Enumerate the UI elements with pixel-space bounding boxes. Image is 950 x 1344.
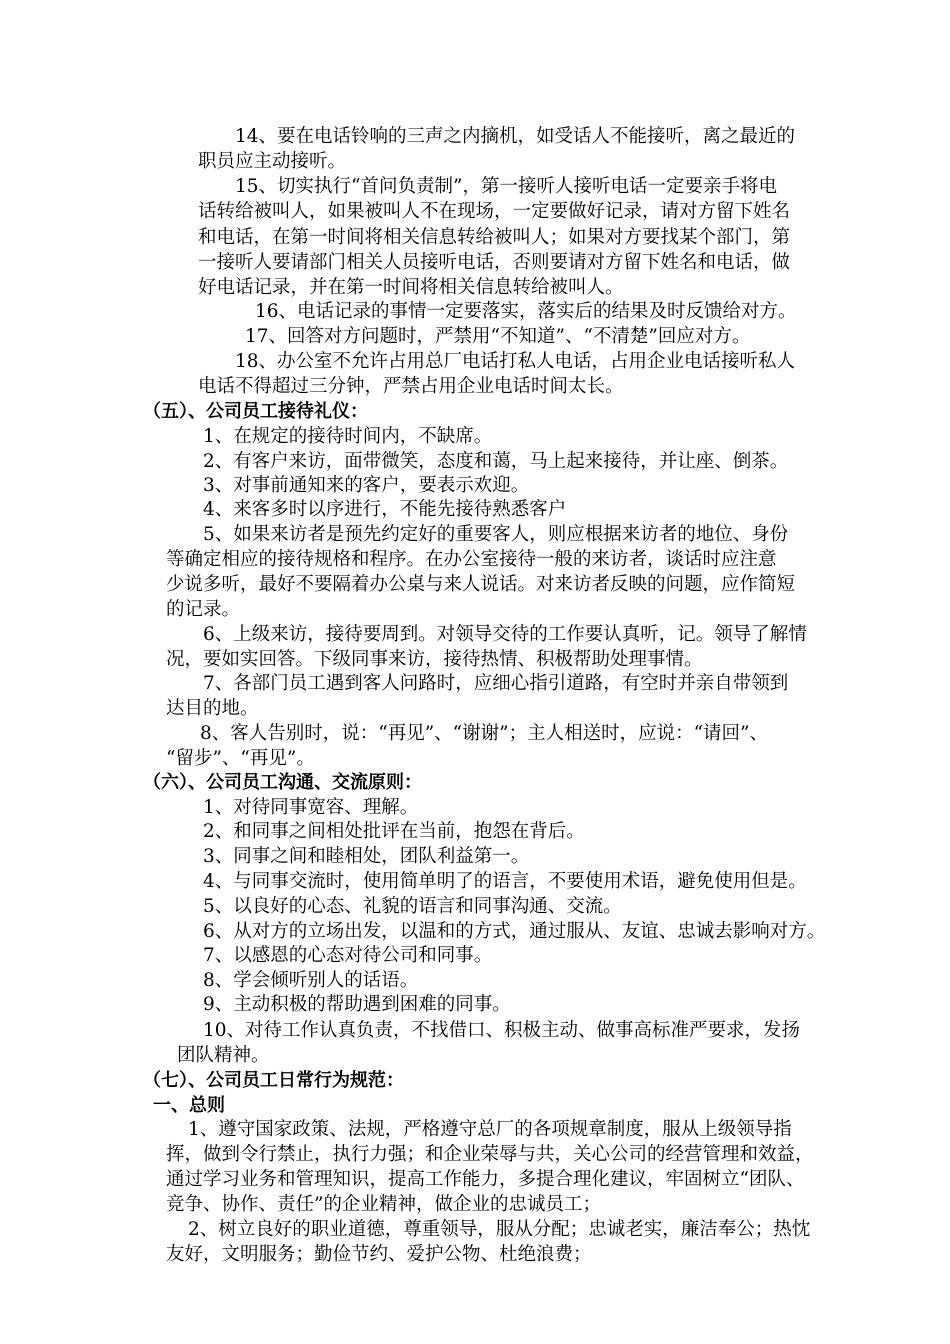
communication-item: 9、主动积极的帮助遇到困难的同事。 [203,994,511,1015]
section-heading-communication: （六）、公司员工沟通、交流原则： [143,772,422,793]
paragraph-17: 17、回答对方问题时，严禁用“不知道”、“不清楚”回应对方。 [245,326,751,347]
paragraph-18-cont: 电话不得超过三分钟，严禁占用企业电话时间太长。 [198,376,624,397]
reception-item-cont: “留步”、“再见”。 [166,748,315,769]
reception-item: 5、如果来访者是预先约定好的重要客人，则应根据来访者的地位、身份 [203,524,789,545]
reception-item: 7、各部门员工遇到客人问路时，应细心指引道路，有空时并亲自带领到 [203,673,789,694]
daily-item: 2、树立良好的职业道德，尊重领导，服从分配；忠诚老实，廉洁奉公；热忱 [188,1219,811,1240]
paragraph-15-cont: 好电话记录，并在第一时间将相关信息转给被叫人。 [198,277,624,299]
daily-item-cont: 通过学习业务和管理知识，提高工作能力，多提合理化建议，牢固树立“团队、 [166,1169,805,1190]
communication-item: 8、学会倾听别人的话语。 [203,970,419,991]
communication-item: 10、对待工作认真负责，不找借口、积极主动、做事高标准严要求，发扬 [203,1020,801,1041]
daily-item: 1、遵守国家政策、法规，严格遵守总厂的各项规章制度，服从上级领导指 [188,1119,792,1140]
reception-item-cont: 少说多听，最好不要隔着办公桌与来人说话。对来访者反映的问题，应作简短 [166,574,796,595]
subheading-general: 一、总则 [153,1095,225,1116]
paragraph-15-cont: 一接听人要请部门相关人员接听电话，否则要请对方留下姓名和电话，做 [198,251,791,273]
daily-item-cont: 友好，文明服务；勤俭节约、爱护公物、杜绝浪费； [166,1244,592,1265]
section-heading-daily: （七）、公司员工日常行为规范： [143,1070,404,1091]
reception-item: 3、对事前通知来的客户，要表示欢迎。 [203,475,530,496]
daily-item-cont: 挥，做到令行禁止，执行力强；和企业荣辱与共，关心公司的经营管理和效益， [166,1144,814,1165]
communication-item: 3、同事之间和睦相处，团队利益第一。 [203,846,530,867]
paragraph-15-cont: 和电话，在第一时间将相关信息转给被叫人；如果对方要找某个部门，第 [198,226,791,248]
reception-item: 1、在规定的接待时间内，不缺席。 [203,426,493,447]
reception-item: 4、来客多时以序进行，不能先接待熟悉客户 [203,499,567,520]
reception-item-cont: 达目的地。 [166,698,259,719]
paragraph-18: 18、办公室不允许占用总厂电话打私人电话，占用企业电话接听私人 [235,351,796,372]
daily-item-cont: 竞争、协作、责任”的企业精神，做企业的忠诚员工； [166,1194,601,1215]
communication-item: 4、与同事交流时，使用简单明了的语言，不要使用术语，避免使用但是。 [203,871,807,892]
reception-item-cont: 等确定相应的接待规格和程序。在办公室接待一般的来访者，谈话时应注意 [166,549,777,570]
communication-item: 6、从对方的立场出发，以温和的方式，通过服从、友谊、忠诚去影响对方。 [203,921,826,942]
reception-item: 6、上级来访，接待要周到。对领导交待的工作要认真听，记。领导了解情 [203,624,807,645]
communication-item: 7、以感恩的心态对待公司和同事。 [203,945,493,966]
communication-item: 5、以良好的心态、礼貌的语言和同事沟通、交流。 [203,896,622,917]
communication-item: 1、对待同事宽容、理解。 [203,797,419,818]
reception-item-cont: 况，要如实回答。下级同事来访，接待热情、积极帮助处理事情。 [166,649,703,670]
reception-item: 2、有客户来访，面带微笑，态度和蔼，马上起来接待，并让座、倒茶。 [203,451,789,472]
communication-item-cont: 团队精神。 [177,1045,270,1066]
paragraph-14-cont: 职员应主动接听。 [198,151,347,172]
paragraph-15: 15、切实执行“首问负责制”，第一接听人接听电话一定要亲手将电 [235,176,777,197]
paragraph-15-cont: 话转给被叫人，如果被叫人不在现场，一定要做好记录，请对方留下姓名 [198,201,791,223]
reception-item-cont: 的记录。 [166,599,241,620]
paragraph-16: 16、电话记录的事情一定要落实，落实后的结果及时反馈给对方。 [255,301,797,322]
paragraph-14: 14、要在电话铃响的三声之内摘机，如受话人不能接听，离之最近的 [235,126,796,147]
communication-item: 2、和同事之间相处批评在当前，抱怨在背后。 [203,821,585,842]
reception-item: 8、客人告别时，说：“再见”、“谢谢”；主人相送时，应说：“请回”、 [200,723,769,744]
section-heading-reception: （五）、公司员工接待礼仪： [143,401,368,422]
